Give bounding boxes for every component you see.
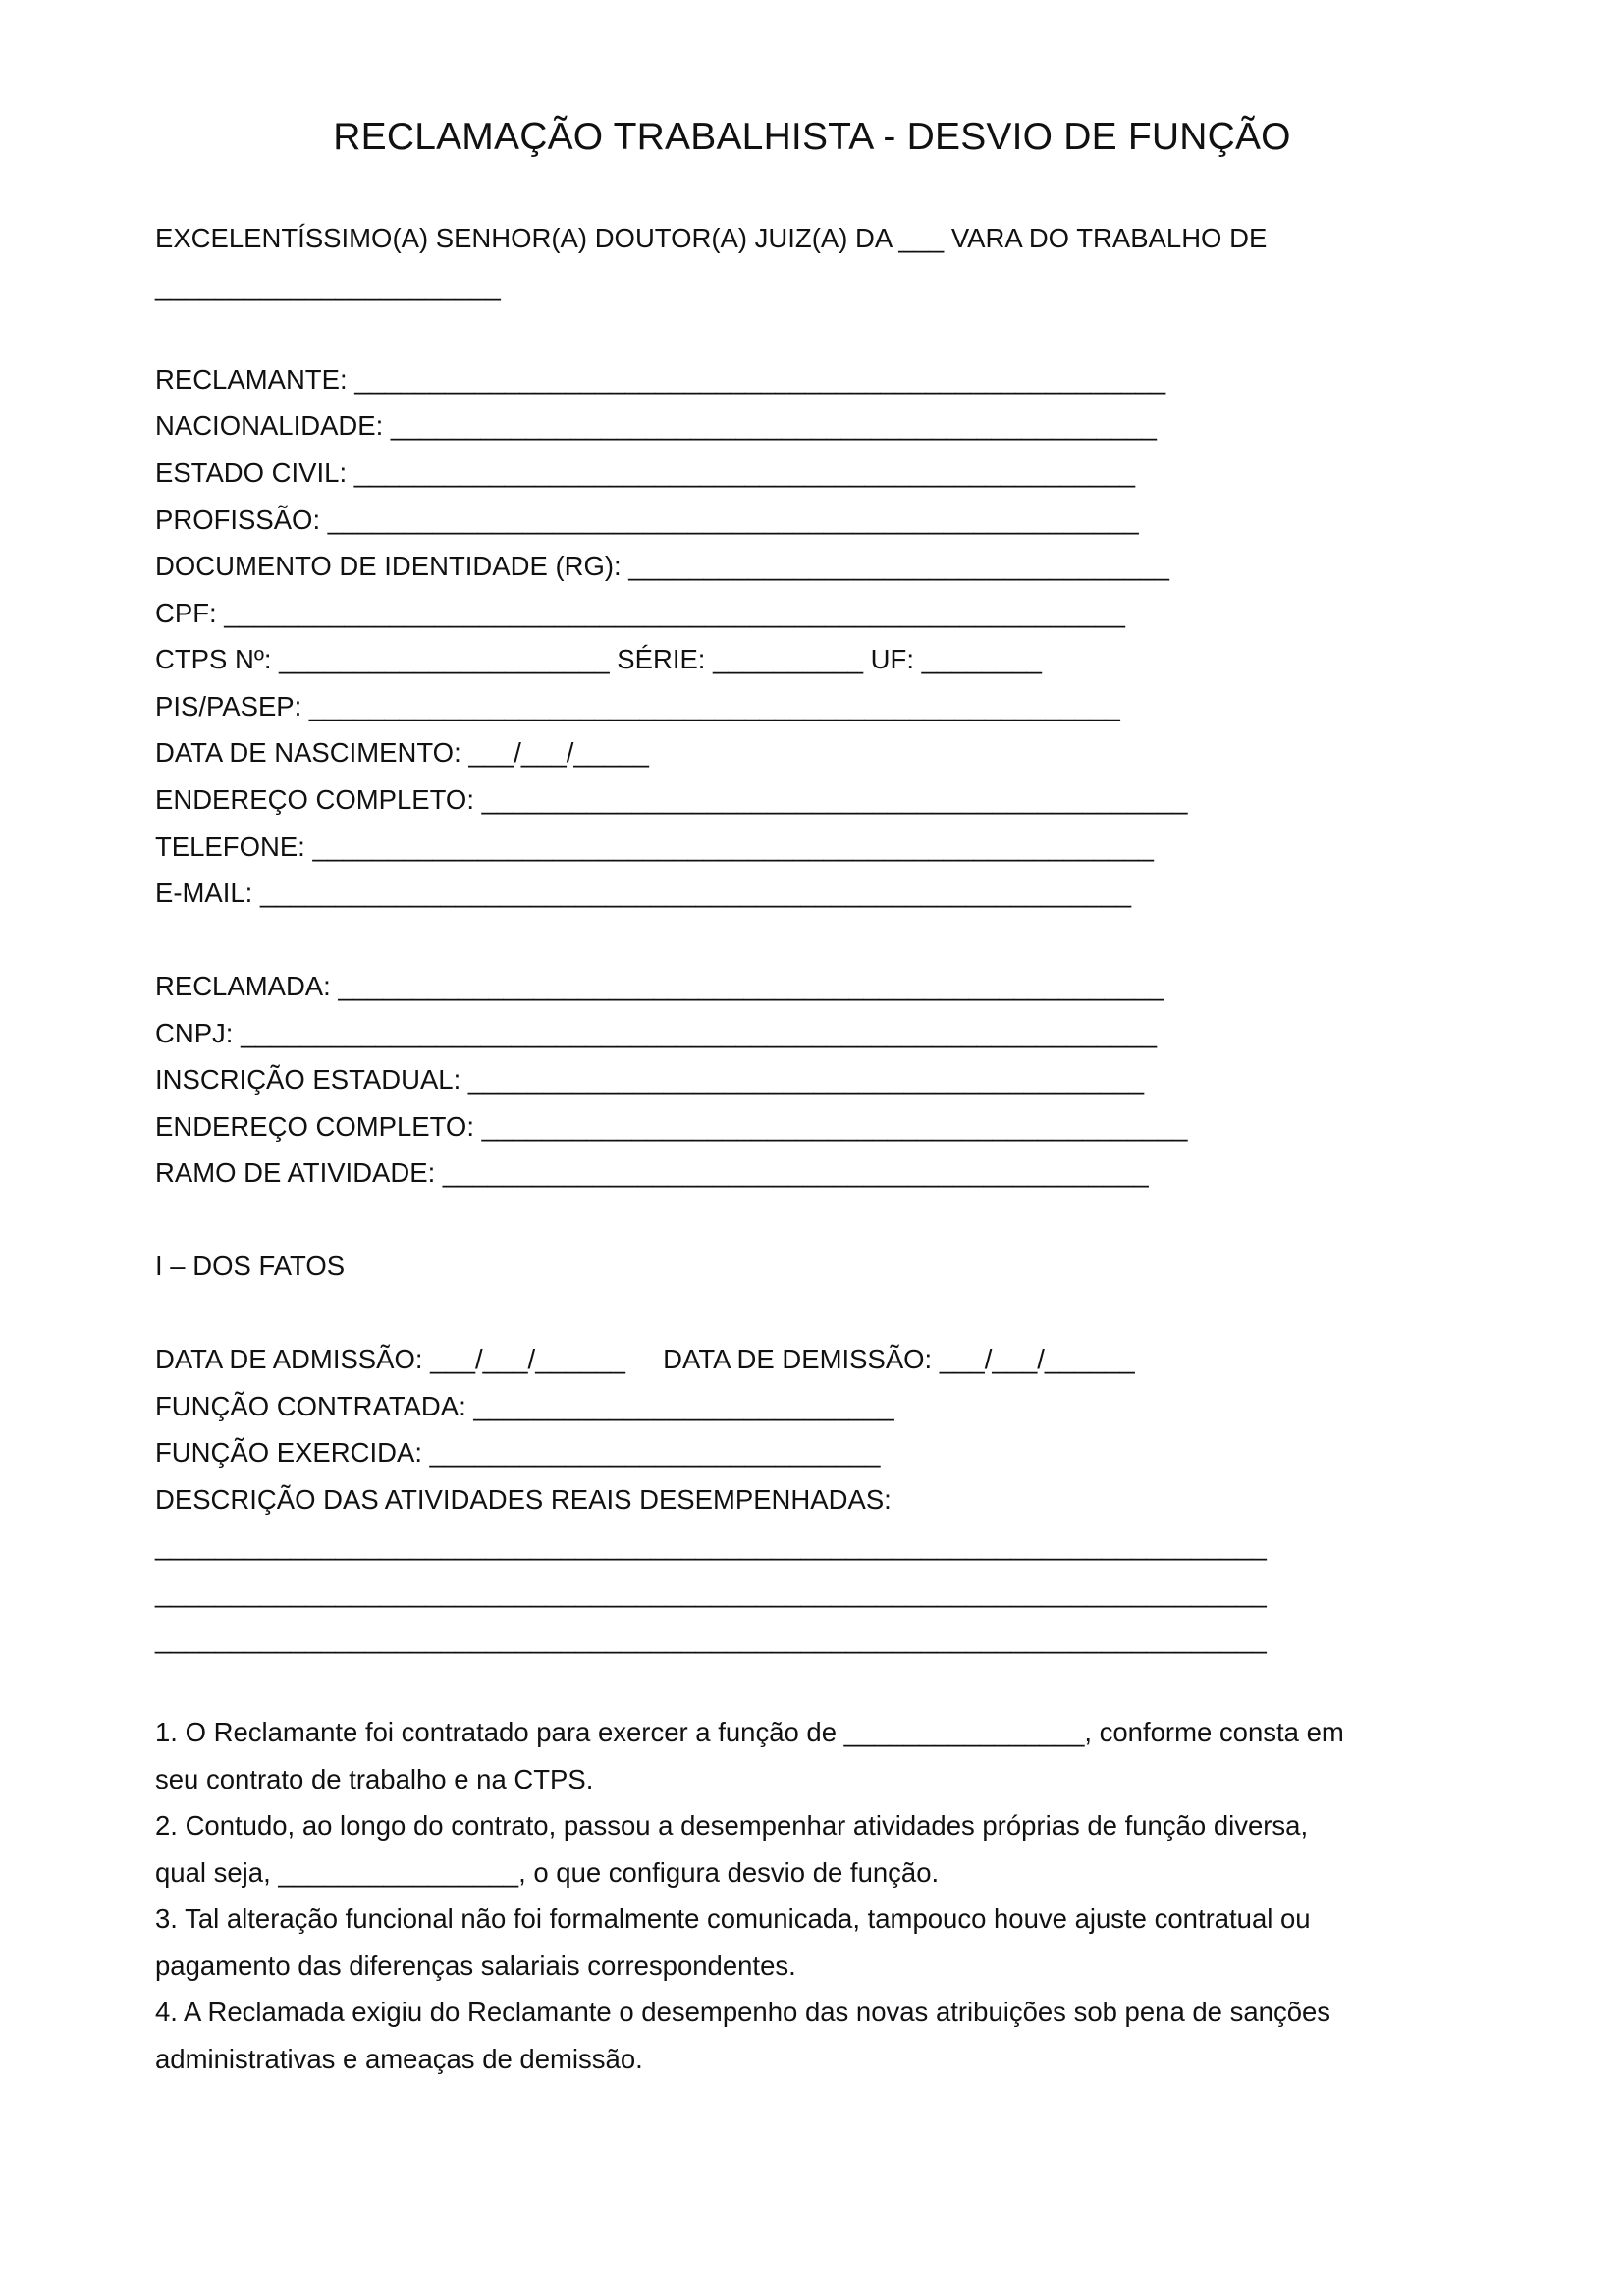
- field-cpf: CPF: ____________________________________________________________: [155, 598, 1125, 628]
- addressee-blank: _______________________: [155, 271, 501, 301]
- field-funcao-exercida: FUNÇÃO EXERCIDA: ______________________________: [155, 1437, 881, 1468]
- paragraph-4-line-1: 4. A Reclamada exigiu do Reclamante o desempenho das novas atribuições sob pena de sanções: [155, 1997, 1331, 2027]
- field-funcao-contratada: FUNÇÃO CONTRATADA: ____________________________: [155, 1391, 894, 1421]
- document-title: RECLAMAÇÃO TRABALHISTA - DESVIO DE FUNÇÃO: [333, 116, 1291, 158]
- paragraph-2-line-2: qual seja, ________________, o que configura desvio de função.: [155, 1857, 940, 1888]
- field-nacionalidade: NACIONALIDADE: ___________________________________________________: [155, 410, 1157, 441]
- field-reclamante: RECLAMANTE: ______________________________________________________: [155, 364, 1166, 395]
- paragraph-2-line-1: 2. Contudo, ao longo do contrato, passou a desempenhar atividades próprias de função diversa,: [155, 1810, 1309, 1841]
- field-datas-admissao-demissao: DATA DE ADMISSÃO: ___/___/______ DATA DE DEMISSÃO: ___/___/______: [155, 1344, 1135, 1374]
- field-inscricao-estadual: INSCRIÇÃO ESTADUAL: _____________________________________________: [155, 1064, 1145, 1095]
- field-pis-pasep: PIS/PASEP: ______________________________________________________: [155, 691, 1120, 721]
- field-descricao-atividades: DESCRIÇÃO DAS ATIVIDADES REAIS DESEMPENHADAS:: [155, 1484, 892, 1515]
- field-profissao: PROFISSÃO: ______________________________________________________: [155, 505, 1139, 535]
- field-rg: DOCUMENTO DE IDENTIDADE (RG): ____________________________________: [155, 551, 1169, 581]
- field-estado-civil: ESTADO CIVIL: ____________________________________________________: [155, 457, 1136, 488]
- paragraph-1-line-2: seu contrato de trabalho e na CTPS.: [155, 1764, 594, 1794]
- field-data-nascimento: DATA DE NASCIMENTO: ___/___/_____: [155, 737, 649, 768]
- paragraph-3-line-1: 3. Tal alteração funcional não foi formalmente comunicada, tampouco houve ajuste contratual ou: [155, 1903, 1311, 1934]
- addressee-line: EXCELENTÍSSIMO(A) SENHOR(A) DOUTOR(A) JUIZ(A) DA ___ VARA DO TRABALHO DE: [155, 223, 1268, 253]
- field-telefone: TELEFONE: ________________________________________________________: [155, 831, 1154, 862]
- field-cnpj: CNPJ: _____________________________________________________________: [155, 1018, 1158, 1048]
- paragraph-1-line-1: 1. O Reclamante foi contratado para exercer a função de ________________, conforme consta em: [155, 1717, 1344, 1747]
- blank-line: __________________________________________________________________________: [155, 1577, 1267, 1608]
- section-heading-fatos: I – DOS FATOS: [155, 1251, 346, 1281]
- paragraph-3-line-2: pagamento das diferenças salariais correspondentes.: [155, 1950, 796, 1981]
- field-ctps: CTPS Nº: ______________________ SÉRIE: __________ UF: ________: [155, 644, 1042, 674]
- field-reclamada: RECLAMADA: _______________________________________________________: [155, 971, 1164, 1001]
- field-endereco-reclamante: ENDEREÇO COMPLETO: _______________________________________________: [155, 784, 1188, 815]
- field-ramo-atividade: RAMO DE ATIVIDADE: _______________________________________________: [155, 1157, 1149, 1188]
- paragraph-4-line-2: administrativas e ameaças de demissão.: [155, 2044, 643, 2074]
- field-endereco-reclamada: ENDEREÇO COMPLETO: _______________________________________________: [155, 1111, 1188, 1142]
- blank-line: __________________________________________________________________________: [155, 1624, 1267, 1654]
- field-email: E-MAIL: __________________________________________________________: [155, 878, 1132, 908]
- blank-line: __________________________________________________________________________: [155, 1530, 1267, 1561]
